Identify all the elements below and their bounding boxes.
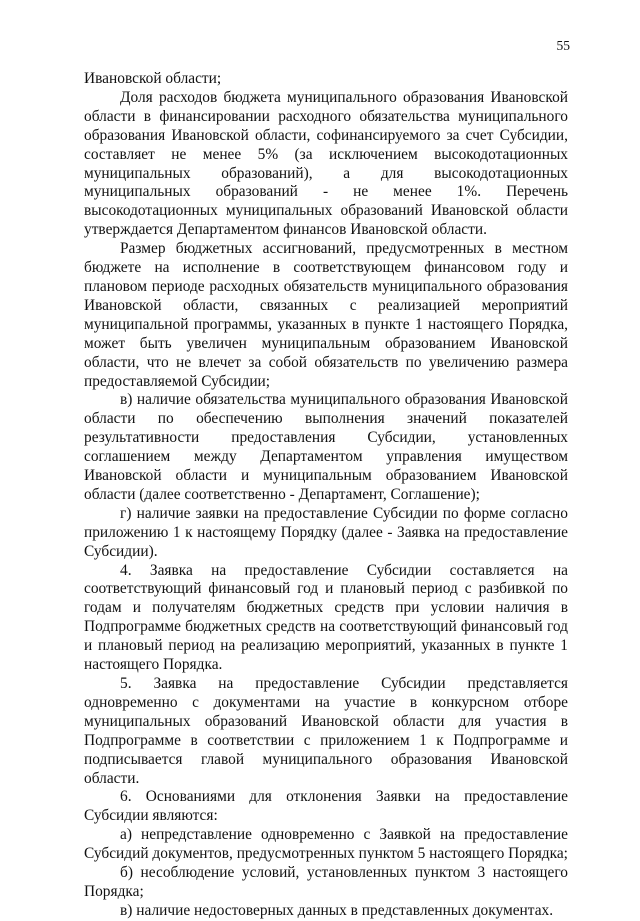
paragraph-point-5: 5. Заявка на предоставление Субсидии представляется одновременно с документами на участие в конкурсном отборе муниципальных образований Ивановской области для участия в Подпрограмме в соответствии с приложением 1 к Подпрограмме и подписывается главой муниципального образования Ивановской области. xyxy=(84,675,568,787)
paragraph-budget-share: Доля расходов бюджета муниципального образования Ивановской области в финансировании расходного обязательства муниципального образования Ивановской области, софинансируемого за счет Субсидии, составляет не менее 5% (за исключением высокодотационных муниципальных образований), а для высокодотационных муниципальных образований - не менее 1%. Перечень высокодотационных муниципальных образований Ивановской области утверждается Департаментом финансов Ивановской области. xyxy=(84,88,568,239)
paragraph-continuation: Ивановской области; xyxy=(84,70,222,87)
document-body xyxy=(84,70,568,921)
paragraph-item-b: б) несоблюдение условий, установленных пунктом 3 настоящего Порядка; xyxy=(84,864,568,900)
page-number: 55 xyxy=(556,38,570,53)
paragraph-point-4: 4. Заявка на предоставление Субсидии составляется на соответствующий финансовый год и плановый период с разбивкой по годам и получателям бюджетных средств при условии наличия в Подпрограмме бюджетных средств на соответствующий финансовый год и плановый период на реализацию мероприятий, указанных в пункте 1 настоящего Порядка. xyxy=(84,561,568,674)
paragraph-item-v-data: в) наличие недостоверных данных в представленных документах. xyxy=(120,901,554,919)
paragraph-item-v-obligation: в) наличие обязательства муниципального образования Ивановской области по обеспечению выполнения значений показателей результативности предоставления Субсидии, установленных соглашением между Департаментом управления имуществом Ивановской области и муниципальным образованием Ивановской области (далее соответственно - Департамент, Соглашение); xyxy=(84,391,568,503)
paragraph-item-a: а) непредставление одновременно с Заявкой на предоставление Субсидий документов, предусмотренных пунктом 5 настоящего Порядка; xyxy=(84,826,568,863)
paragraph-point-6: 6. Основаниями для отклонения Заявки на предоставление Субсидии являются: xyxy=(84,788,568,825)
paragraph-item-g-application: г) наличие заявки на предоставление Субсидии по форме согласно приложению 1 к настоящему Порядку (далее - Заявка на предоставление Субсидии). xyxy=(84,504,568,560)
paragraph-allocation-size: Размер бюджетных ассигнований, предусмотренных в местном бюджете на исполнение в соответствующем финансовом году и плановом периоде расходных обязательств муниципального образования Ивановской области, связанных с реализацией мероприятий муниципальной программы, указанных в пункте 1 настоящего Порядка, может быть увеличен муниципальным образованием Ивановской области, что не влечет за собой обязательств по увеличению размера предоставляемой Субсидии; xyxy=(84,240,568,390)
